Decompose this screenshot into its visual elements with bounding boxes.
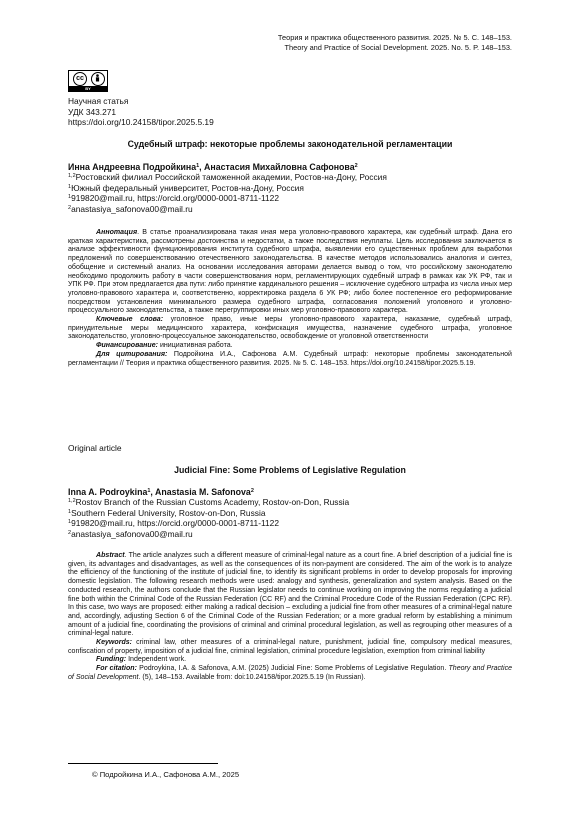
person-icon (91, 72, 105, 86)
abstract-label: Аннотация (96, 229, 138, 236)
by-label: BY (69, 86, 107, 91)
aff-sup: 1,2 (68, 173, 76, 179)
affiliation-line (68, 497, 349, 508)
journal-line-ru: Теория и практика общественного развития. 2025. № 5. С. 148–153. (277, 33, 512, 42)
keywords-en (68, 639, 512, 656)
affiliation-line (68, 508, 349, 519)
doi-link[interactable]: https://doi.org/10.24158/tipor.2025.5.19 (68, 117, 214, 128)
affiliations-en (68, 497, 349, 540)
cc-icon: cc (73, 72, 87, 86)
article-meta (68, 96, 214, 128)
citation-text: Подройкина И.А., Сафонова А.М. Судебный штраф: некоторые проблемы законодательной регламентации // Теория и практика общественного развития. 2025. № 5. С. 148–153. https://doi.org/10.24158/tipor.2025.5.19. (68, 350, 512, 367)
contact-text[interactable]: anastasiya_safonova00@mail.ru (71, 204, 193, 215)
citation-label: Для цитирования: (96, 350, 168, 358)
authors-ru: Инна Андреевна Подройкина$^1$, Анастасия Михайловна Сафонова$^2$ (68, 162, 358, 172)
author-1-sup: 1 (147, 488, 151, 494)
funding-ru (68, 342, 512, 351)
aff-sup: 2 (68, 205, 72, 212)
aff-sup: 1 (68, 194, 72, 201)
abstract-text: . The article analyzes such a different measure of criminal-legal nature as a court fine. A brief description of a judicial fine is given, its advantages and disadvantages, as well as the consequences of its non-payment are considered. The aim of the work is to analyze the efficiency of the functioning of the institute of judicial fine, to identify its significant problems in order to develop proposals for improving domestic legislation. The following research methods were used: analogy and synthesis, generalization and system analysis. Based on the conducted research, the authors conclude that the Russian legislator needs to continue working on improving the norms regulating a judicial fine both within the Criminal Code of the Russian Federation (CC RF) and the Criminal Procedure Code of the Russian Federation (CPC RF). In this case, two ways are proposed: either making a radical decision – excluding a judicial fine from other measures of a criminal-legal nature and, accordingly, adjusting Section 6 of the Criminal Code of the Russian Federation; or a more gradual reform by establishing a minimum amount of a judicial fine, coordinating the provisions of criminal and criminal procedural legislation, as well as regrouping other measures of a criminal-legal nature. (68, 552, 512, 638)
citation-en (68, 665, 512, 682)
citation-journal: Theory and Practice of Social Development (68, 665, 513, 681)
author-2-name: Анастасия Михайловна Сафонова (204, 162, 355, 172)
abstract-ru (68, 229, 512, 316)
author-1-sup: 1 (196, 163, 200, 169)
affiliation-line (68, 183, 387, 194)
aff-sup: 1,2 (68, 498, 76, 504)
aff-sup: 2 (68, 530, 72, 537)
keywords-label: Ключевые слова: (96, 316, 164, 324)
udc-code: УДК 343.271 (68, 106, 117, 117)
author-2-sup: 2 (354, 163, 358, 169)
keywords-text: criminal law, other measures of a criminal-legal nature, punishment, judicial fine, compulsory medical measures, confiscation of property, imposition of a judicial fine, criminal legislation, criminal procedure legislation, exemption from criminal liability (68, 639, 512, 655)
authors-en: Inna A. Podroykina$^1$, Anastasia M. Safonova$^2$ (68, 487, 254, 497)
author-1-name: Inna A. Podroykina (68, 487, 148, 497)
aff-sup: 1 (68, 183, 72, 190)
title-en: Judicial Fine: Some Problems of Legislative Regulation (174, 465, 406, 475)
abstract-label: Abstract (96, 552, 125, 559)
cc-by-license-badge[interactable] (68, 70, 108, 92)
citation-text-end: . (5), 148–153. Available from: doi:10.24158/tipor.2025.5.19 (In Russian). (138, 673, 366, 681)
abstract-block-en (68, 552, 512, 683)
title-ru: Судебный штраф: некоторые проблемы законодательной регламентации (127, 139, 453, 149)
contact-line (68, 518, 349, 529)
funding-en (68, 656, 512, 665)
affiliation-line (68, 172, 387, 183)
keywords-text: уголовное право, иные меры уголовно-правового характера, наказание, судебный штраф, принудительные меры медицинского характера, конфискация имущества, назначение судебного штрафа, уголовное законодательство, уголовно-процессуальное законодательство, освобождение от уголовной ответственности (68, 316, 512, 341)
running-header (112, 33, 512, 53)
contact-text[interactable]: anastasiya_safonova00@mail.ru (71, 529, 193, 540)
contact-line (68, 193, 387, 204)
contact-line (68, 204, 387, 215)
affiliation-text: Ростовский филиал Российской таможенной академии, Ростов-на-Дону, Россия (75, 172, 387, 182)
funding-label: Funding: (96, 656, 127, 664)
contact-text[interactable]: 919820@mail.ru, https://orcid.org/0000-0001-8711-1122 (71, 518, 279, 529)
footnote-divider (68, 763, 218, 764)
affiliations-ru (68, 172, 387, 215)
journal-line-en: Theory and Practice of Social Development. 2025. No. 5. P. 148–153. (284, 43, 512, 52)
affiliation-text: Rostov Branch of the Russian Customs Academy, Rostov-on-Don, Russia (75, 497, 350, 507)
aff-sup: 1 (68, 519, 72, 526)
abstract-text: . В статье проанализирована такая иная мера уголовно-правового характера, как судебный штраф. Дана его краткая характеристика, рассмотрены достоинства и недостатки, а также последствия неуплаты. Цель исследования заключается в анализе эффективности функционирования института судебного штрафа, выявлении его существенных проблем для выработки предложений по совершенствованию отечественного законодательства. В качестве методов использовались аналогия и синтез, обобщение и системный анализ. На основании исследования авторами делается вывод о том, что российскому законодателю необходимо продолжить работу в части совершенствования норм, регламентирующих судебный штраф в рамках как УК РФ, так и УПК РФ. При этом предлагается два пути: либо принятие кардинального решения – исключение судебного штрафа из числа иных мер уголовно-правового характера и, соответственно, корректировка раздела 6 УК РФ; либо более постепенное его реформирование посредством установления минимального размера судебного штрафа, согласования положений уголовного и уголовно-процессуального законодательства, а также перегруппировки иных мер уголовно-правового характера. (68, 229, 512, 315)
article-type: Научная статья (68, 96, 129, 106)
abstract-en (68, 552, 512, 639)
funding-label: Финансирование: (96, 342, 158, 350)
affiliation-text: Южный федеральный университет, Ростов-на-Дону, Россия (71, 182, 304, 193)
keywords-ru (68, 316, 512, 342)
abstract-block-ru (68, 229, 512, 368)
author-1-name: Инна Андреевна Подройкина (68, 162, 197, 172)
funding-text: инициативная работа. (157, 342, 233, 350)
author-2-name: Anastasia M. Safonova (154, 487, 251, 497)
citation-ru (68, 351, 512, 368)
citation-text: Podroykina, I.A. & Safonova, A.M. (2025) Judicial Fine: Some Problems of Legislative Regulation. (136, 665, 449, 673)
article-type-en: Original article (68, 443, 122, 453)
aff-sup: 1 (68, 508, 72, 515)
keywords-label: Keywords: (96, 639, 133, 647)
author-2-sup: 2 (250, 488, 254, 494)
funding-text: Independent work. (126, 656, 187, 664)
contact-text[interactable]: 919820@mail.ru, https://orcid.org/0000-0001-8711-1122 (71, 193, 279, 204)
citation-label: For citation: (96, 665, 137, 673)
contact-line (68, 529, 349, 540)
affiliation-text: Southern Federal University, Rostov-on-Don, Russia (71, 507, 266, 518)
copyright-notice: © Подройкина И.А., Сафонова А.М., 2025 (92, 770, 240, 779)
